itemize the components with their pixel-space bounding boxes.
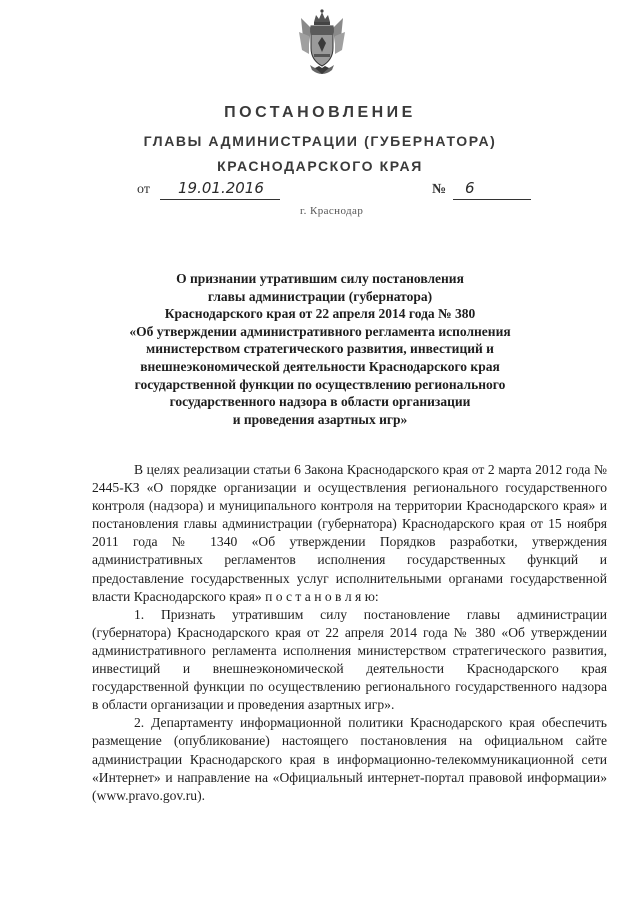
number-label: № (432, 182, 447, 197)
title-line: государственной функции по осуществлению регионального (134, 376, 506, 392)
document-title (90, 270, 550, 428)
date-value: 19.01.2016 (178, 179, 264, 197)
document-body (92, 461, 607, 805)
title-line: министерством стратегического развития, инвестиций и (146, 341, 494, 357)
title-line: государственного надзора в области организации (169, 394, 471, 410)
body-paragraph-item-1: 1. Признать утратившим силу постановление главы администрации (губернатора) Краснодарского края от 22 апреля 2014 года № 380 «Об утверждении административного регламента исполнения министерством стратегического развития, инвестиций и внешнеэкономической деятельности Краснодарского края государственной функции по осуществлению регионального государственного надзора в области организации и проведения азартных игр». (92, 606, 607, 713)
city-label: г. Краснодар (300, 205, 364, 217)
date-label: от (137, 182, 150, 197)
title-line: главы администрации (губернатора) (207, 288, 433, 304)
title-line: О признании утратившим силу постановления (176, 271, 464, 286)
title-line: Краснодарского края от 22 апреля 2014 года № 380 (164, 306, 476, 322)
body-paragraph-preamble: В целях реализации статьи 6 Закона Краснодарского края от 2 марта 2012 года № 2445-КЗ «О порядке организации и осуществления регионального государственного контроля (надзора) и муниципального контроля на территории Краснодарского края» и постановления главы администрации (губернатора) Краснодарского края от 15 ноября 2011 года № 1340 «Об утверждении Порядков разработки, утверждения административных регламентов исполнения государственных функций и предоставление государственных услуг исполнительными органами государственной власти Краснодарского края» п о с т а н о в л я ю: (92, 462, 607, 604)
title-line: внешнеэкономической деятельности Краснодарского края (140, 358, 500, 374)
issuer-heading: ГЛАВЫ АДМИНИСТРАЦИИ (ГУБЕРНАТОРА) (143, 133, 497, 149)
coat-of-arms-icon (297, 8, 347, 80)
title-line: «Об утверждении административного регламента исполнения (129, 323, 511, 339)
region-heading: КРАСНОДАРСКОГО КРАЯ (217, 158, 423, 174)
body-paragraph-item-2: 2. Департаменту информационной политики Краснодарского края обеспечить размещение (опубликование) настоящего постановления на официальном сайте администрации Краснодарского края в информационно-телекоммуникационной сети «Интернет» и направление на «Официальный интернет-портал правовой информации» (www.pravo.gov.ru). (92, 715, 607, 803)
number-underline (453, 199, 531, 200)
date-underline (160, 199, 280, 200)
number-value: 6 (465, 179, 475, 197)
title-line: и проведения азартных игр» (232, 411, 408, 427)
document-type-heading: ПОСТАНОВЛЕНИЕ (224, 104, 416, 121)
